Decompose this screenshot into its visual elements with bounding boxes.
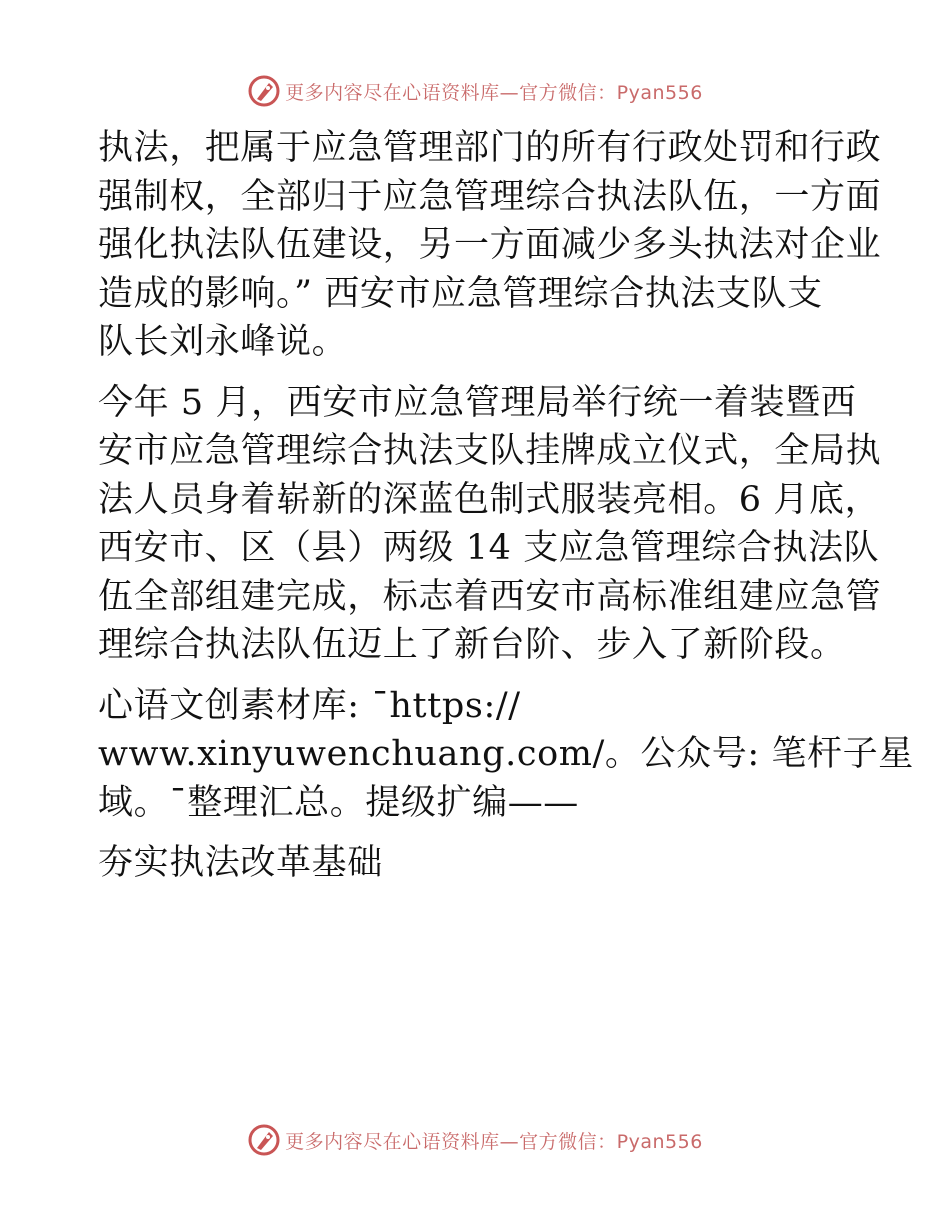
text-line: www.xinyuwenchuang.com/。公众号: 笔杆子星 [98,734,914,774]
text-line: 强化执法队伍建设，另一方面减少多头执法对企业 [98,225,882,265]
pen-nib-logo-icon [247,74,281,108]
section-heading [98,839,858,888]
text-line: 西安市、区（县）两级 14 支应急管理综合执法队 [98,528,880,568]
text-line: 今年 5 月，西安市应急管理局举行统一着装暨西 [98,382,857,423]
text-line: 造成的影响。” 西安市应急管理综合执法支队支 [98,273,823,314]
header-banner-text: 更多内容尽在心语资料库—官方微信：Pyan556 [285,81,703,104]
footer-banner-text: 更多内容尽在心语资料库—官方微信：Pyan556 [285,1130,703,1153]
text-line: 域。¯整理汇总。提级扩编—— [98,782,579,823]
footer-banner [0,1120,950,1160]
text-line: 安市应急管理综合执法支队挂牌成立仪式，全局执 [98,431,882,471]
pen-nib-logo-icon [247,1123,281,1157]
text-line: 队长刘永峰说。 [98,322,348,362]
text-line: 理综合执法队伍迈上了新台阶、步入了新阶段。 [98,625,846,665]
text-line: 伍全部组建完成，标志着西安市高标准组建应急管 [98,576,882,617]
paragraph-source-note [98,682,914,828]
paragraph-quote-end [98,124,882,367]
document-body [98,124,914,888]
text-line: 法人员身着崭新的深蓝色制式服装亮相。6 月底， [98,479,881,520]
text-line: 执法，把属于应急管理部门的所有行政处罚和行政 [98,128,882,168]
text-line: 心语文创素材库: ¯https:// [98,685,521,726]
text-line: 夯实执法改革基础 [98,843,383,883]
header-banner [0,71,950,111]
text-line: 强制权，全部归于应急管理综合执法队伍，一方面 [98,176,882,217]
paragraph-may-ceremony [98,379,882,670]
